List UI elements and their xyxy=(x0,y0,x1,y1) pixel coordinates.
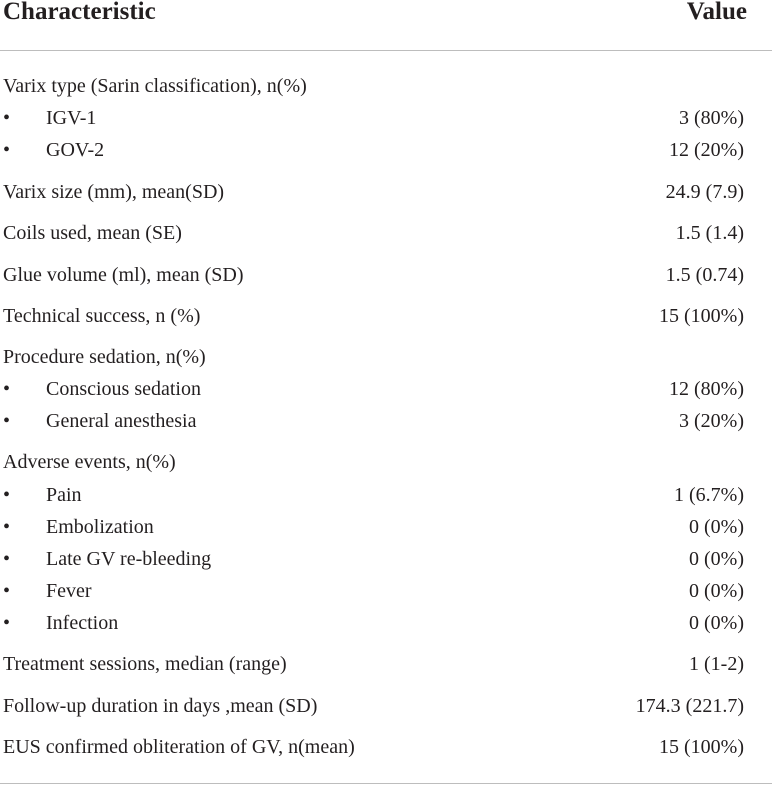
row-value: 0 (0%) xyxy=(689,548,744,570)
row-sublabel: Pain xyxy=(46,484,82,506)
header-divider xyxy=(0,50,772,51)
bullet: • xyxy=(3,107,11,129)
bullet: • xyxy=(3,548,11,570)
table-row xyxy=(0,695,772,723)
row-value: 174.3 (221.7) xyxy=(635,695,744,717)
row-value: 24.9 (7.9) xyxy=(665,181,744,203)
row-value: 0 (0%) xyxy=(689,580,744,602)
row-label: Procedure sedation, n(%) xyxy=(3,346,206,368)
row-value: 1 (1-2) xyxy=(689,653,744,675)
row-label: Varix size (mm), mean(SD) xyxy=(3,181,225,203)
bullet: • xyxy=(3,612,11,634)
table-row xyxy=(0,139,772,167)
row-sublabel: Late GV re-bleeding xyxy=(46,548,212,570)
row-label: Varix type (Sarin classification), n(%) xyxy=(3,75,307,97)
bottom-divider xyxy=(0,783,772,784)
row-value: 1.5 (1.4) xyxy=(675,222,744,244)
row-label: Treatment sessions, median (range) xyxy=(3,653,287,675)
table-row xyxy=(0,378,772,406)
bullet: • xyxy=(3,484,11,506)
table-row xyxy=(0,580,772,608)
row-sublabel: Fever xyxy=(46,580,92,602)
table-row xyxy=(0,736,772,764)
row-value: 12 (80%) xyxy=(669,378,744,400)
table-row xyxy=(0,516,772,544)
table-row xyxy=(0,410,772,438)
table-row xyxy=(0,484,772,512)
bullet: • xyxy=(3,410,11,432)
row-value: 15 (100%) xyxy=(659,305,744,327)
table-row xyxy=(0,653,772,681)
table-header xyxy=(0,0,772,30)
row-value: 1 (6.7%) xyxy=(674,484,744,506)
table-row xyxy=(0,451,772,479)
row-sublabel: General anesthesia xyxy=(46,410,197,432)
row-sublabel: Infection xyxy=(46,612,119,634)
table-row xyxy=(0,264,772,292)
table-row xyxy=(0,305,772,333)
row-label: Glue volume (ml), mean (SD) xyxy=(3,264,244,286)
table-row xyxy=(0,612,772,640)
header-value: Value xyxy=(686,0,747,25)
bullet: • xyxy=(3,139,11,161)
table-row xyxy=(0,346,772,374)
table-row xyxy=(0,181,772,209)
row-value: 0 (0%) xyxy=(689,516,744,538)
row-label: Follow-up duration in days ,mean (SD) xyxy=(3,695,318,717)
row-sublabel: GOV-2 xyxy=(46,139,105,161)
header-characteristic: Characteristic xyxy=(3,0,156,25)
table-row xyxy=(0,75,772,103)
row-label: Adverse events, n(%) xyxy=(3,451,176,473)
row-sublabel: IGV-1 xyxy=(46,107,97,129)
row-value: 12 (20%) xyxy=(669,139,744,161)
row-label: Technical success, n (%) xyxy=(3,305,201,327)
row-value: 15 (100%) xyxy=(659,736,744,758)
row-value: 0 (0%) xyxy=(689,612,744,634)
table-row xyxy=(0,548,772,576)
table-row xyxy=(0,107,772,135)
row-label: EUS confirmed obliteration of GV, n(mean) xyxy=(3,736,355,758)
row-sublabel: Embolization xyxy=(46,516,154,538)
bullet: • xyxy=(3,378,11,400)
row-label: Coils used, mean (SE) xyxy=(3,222,182,244)
row-sublabel: Conscious sedation xyxy=(46,378,201,400)
bullet: • xyxy=(3,580,11,602)
row-value: 3 (80%) xyxy=(679,107,744,129)
row-value: 1.5 (0.74) xyxy=(665,264,744,286)
row-value: 3 (20%) xyxy=(679,410,744,432)
table-row xyxy=(0,222,772,250)
bullet: • xyxy=(3,516,11,538)
